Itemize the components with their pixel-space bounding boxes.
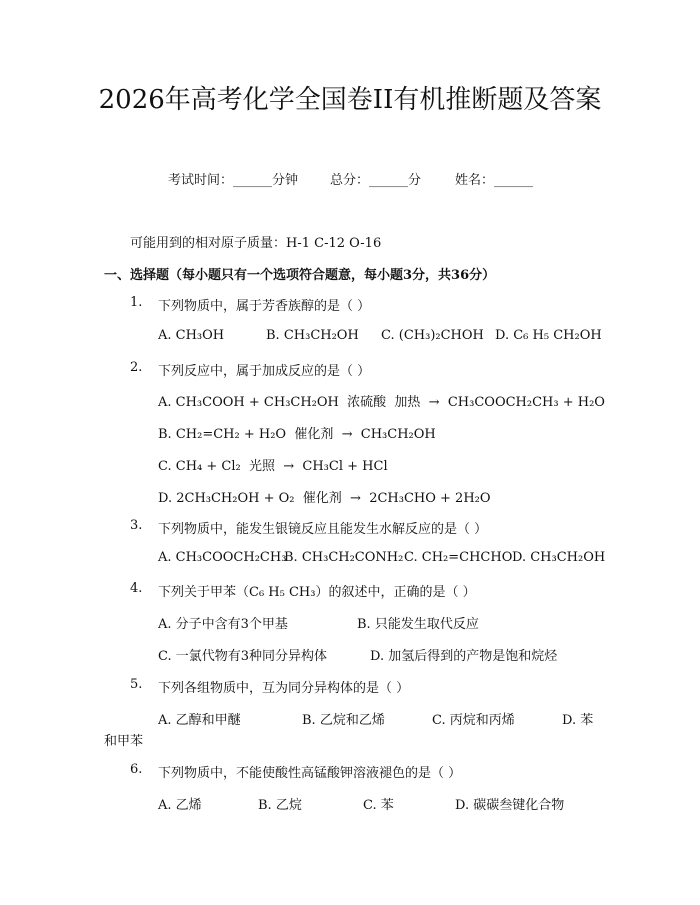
- atomic-mass-note: 可能用到的相对原子质量：H-1 C-12 O-16: [130, 236, 382, 251]
- question-stem: 下列物质中，不能使酸性高锰酸钾溶液褪色的是（ ）: [158, 766, 462, 781]
- exam-time-field: 考试时间：______分钟: [168, 173, 299, 188]
- section-heading: 一、选择题（每小题只有一个选项符合题意，每小题3分，共36分）: [104, 268, 496, 283]
- option-a: A. CH₃OH: [158, 328, 225, 343]
- question-stem: 下列物质中，能发生银镜反应且能发生水解反应的是（ ）: [158, 522, 488, 537]
- option-d-continuation: 和甲苯: [104, 734, 144, 749]
- total-score-field: 总分：______分: [330, 173, 422, 188]
- option-c: C. 一氯代物有3种同分异构体: [158, 649, 328, 664]
- question-stem: 下列各组物质中，互为同分异构体的是（ ）: [158, 681, 410, 696]
- option-b: B. 乙烷: [258, 798, 302, 813]
- option-d: D. 加氢后得到的产物是饱和烷烃: [370, 649, 558, 664]
- student-name-field: 姓名：______: [455, 173, 534, 188]
- question-number: 2.: [130, 360, 143, 375]
- option-c: C. CH₂=CHCHO: [404, 550, 513, 565]
- option-b: B. 乙烷和乙烯: [302, 713, 385, 728]
- question-number: 6.: [130, 762, 143, 777]
- option-a: A. 乙烯: [158, 798, 202, 813]
- option-d: D. 2CH₃CH₂OH + O₂ 催化剂 → 2CH₃CHO + 2H₂O: [158, 491, 491, 506]
- option-d: D. CH₃CH₂OH: [512, 550, 606, 565]
- option-c: C. CH₄ + Cl₂ 光照 → CH₃Cl + HCl: [158, 459, 388, 474]
- document-title: 2026年高考化学全国卷II有机推断题及答案: [98, 85, 602, 115]
- option-c: C. 丙烷和丙烯: [432, 713, 515, 728]
- option-c: C. (CH₃)₂CHOH: [381, 328, 484, 343]
- option-b: B. CH₂=CH₂ + H₂O 催化剂 → CH₃CH₂OH: [158, 427, 436, 442]
- question-number: 5.: [130, 677, 143, 692]
- question-number: 3.: [130, 518, 143, 533]
- option-a: A. 分子中含有3个甲基: [158, 617, 288, 632]
- question-stem: 下列物质中，属于芳香族醇的是（ ）: [158, 299, 371, 314]
- option-d: D. 苯: [562, 713, 594, 728]
- option-b: B. CH₃CH₂OH: [266, 328, 359, 343]
- question-stem: 下列关于甲苯（C₆ H₅ CH₃）的叙述中，正确的是（ ）: [158, 585, 476, 600]
- option-c: C. 苯: [363, 798, 394, 813]
- option-b: B. 只能发生取代反应: [357, 617, 479, 632]
- question-number: 1.: [130, 295, 143, 310]
- option-a: A. CH₃COOCH₂CH₃: [158, 550, 287, 565]
- option-d: D. 碳碳叁键化合物: [455, 798, 565, 813]
- option-a: A. CH₃COOH + CH₃CH₂OH 浓硫酸 加热 → CH₃COOCH₂CH₃ + H₂O: [158, 395, 605, 410]
- question-stem: 下列反应中，属于加成反应的是（ ）: [158, 364, 371, 379]
- option-b: B. CH₃CH₂CONH₂: [284, 550, 404, 565]
- option-a: A. 乙醇和甲醚: [158, 713, 241, 728]
- option-d: D. C₆ H₅ CH₂OH: [495, 328, 602, 343]
- question-number: 4.: [130, 581, 143, 596]
